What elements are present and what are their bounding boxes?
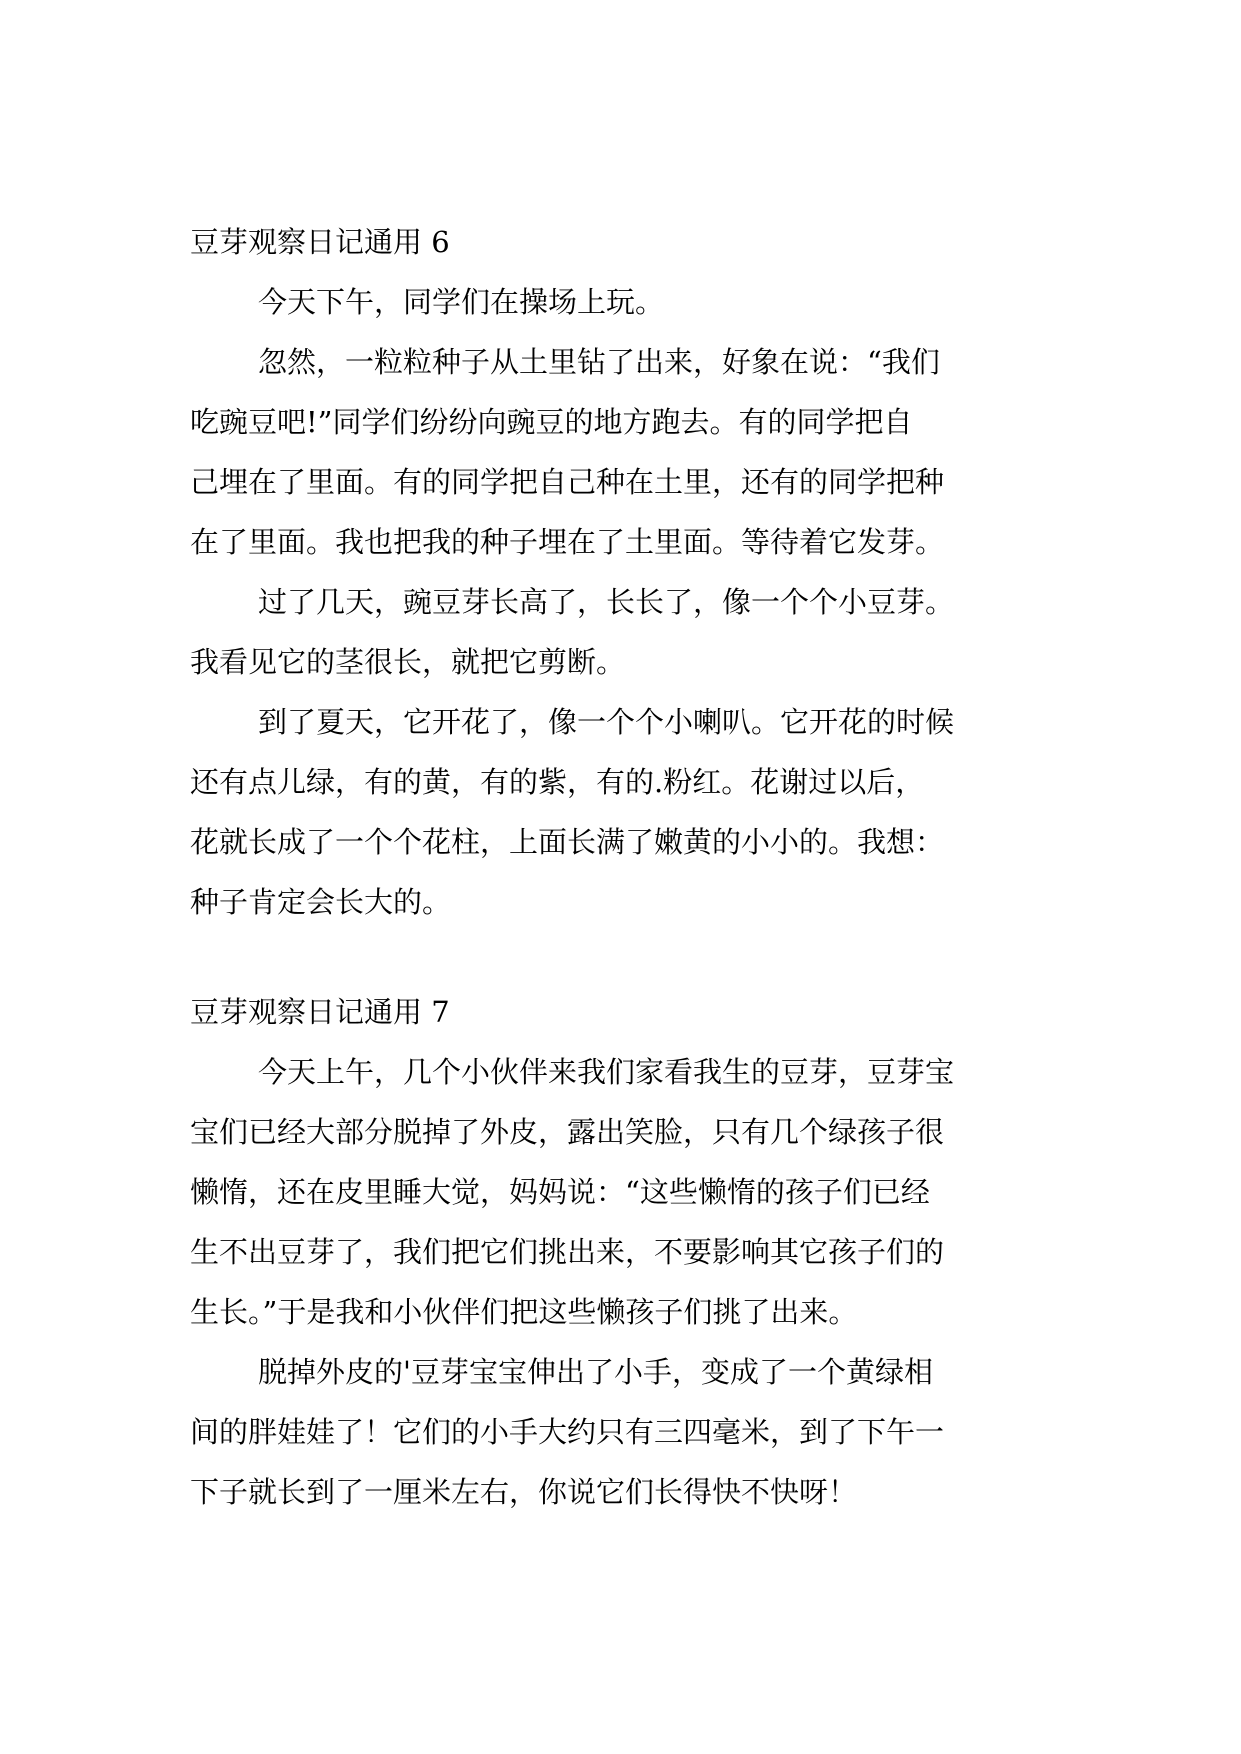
paragraph-line: 己埋在了里面。有的同学把自己种在土里，还有的同学把种: [190, 465, 945, 499]
paragraph-line: 过了几天，豌豆芽长高了，长长了，像一个个小豆芽。: [258, 585, 955, 619]
section-title: 豆芽观察日记通用 6: [190, 225, 450, 259]
paragraph-line: 种子肯定会长大的。: [190, 885, 452, 919]
paragraph-line: 下子就长到了一厘米左右，你说它们长得快不快呀！: [190, 1475, 858, 1509]
paragraph-line: 花就长成了一个个花柱，上面长满了嫩黄的小小的。我想：: [190, 825, 945, 859]
paragraph-line: 生不出豆芽了，我们把它们挑出来，不要影响其它孩子们的: [190, 1235, 945, 1269]
paragraph-line: 忽然，一粒粒种子从土里钻了出来，好象在说：“我们: [258, 345, 940, 379]
paragraph-line: 今天下午，同学们在操场上玩。: [258, 285, 665, 319]
paragraph-line: 生长。”于是我和小伙伴们把这些懒孩子们挑了出来。: [190, 1295, 858, 1329]
paragraph-line: 宝们已经大部分脱掉了外皮，露出笑脸，只有几个绿孩子很: [190, 1115, 945, 1149]
paragraph-line: 懒惰，还在皮里睡大觉，妈妈说：“这些懒惰的孩子们已经: [190, 1175, 930, 1209]
paragraph-line: 我看见它的茎很长，就把它剪断。: [190, 645, 626, 679]
section-title: 豆芽观察日记通用 7: [190, 995, 450, 1029]
paragraph-line: 还有点儿绿，有的黄，有的紫，有的.粉红。花谢过以后，: [190, 765, 925, 799]
paragraph-line: 吃豌豆吧!”同学们纷纷向豌豆的地方跑去。有的同学把自: [190, 405, 913, 439]
paragraph-line: 脱掉外皮的'豆芽宝宝伸出了小手，变成了一个黄绿相: [258, 1355, 933, 1389]
paragraph-line: 在了里面。我也把我的种子埋在了土里面。等待着它发芽。: [190, 525, 945, 559]
paragraph-line: 今天上午，几个小伙伴来我们家看我生的豆芽，豆芽宝: [258, 1055, 955, 1089]
paragraph-line: 到了夏天，它开花了，像一个个小喇叭。它开花的时候: [258, 705, 955, 739]
paragraph-line: 间的胖娃娃了！它们的小手大约只有三四毫米，到了下午一: [190, 1415, 945, 1449]
